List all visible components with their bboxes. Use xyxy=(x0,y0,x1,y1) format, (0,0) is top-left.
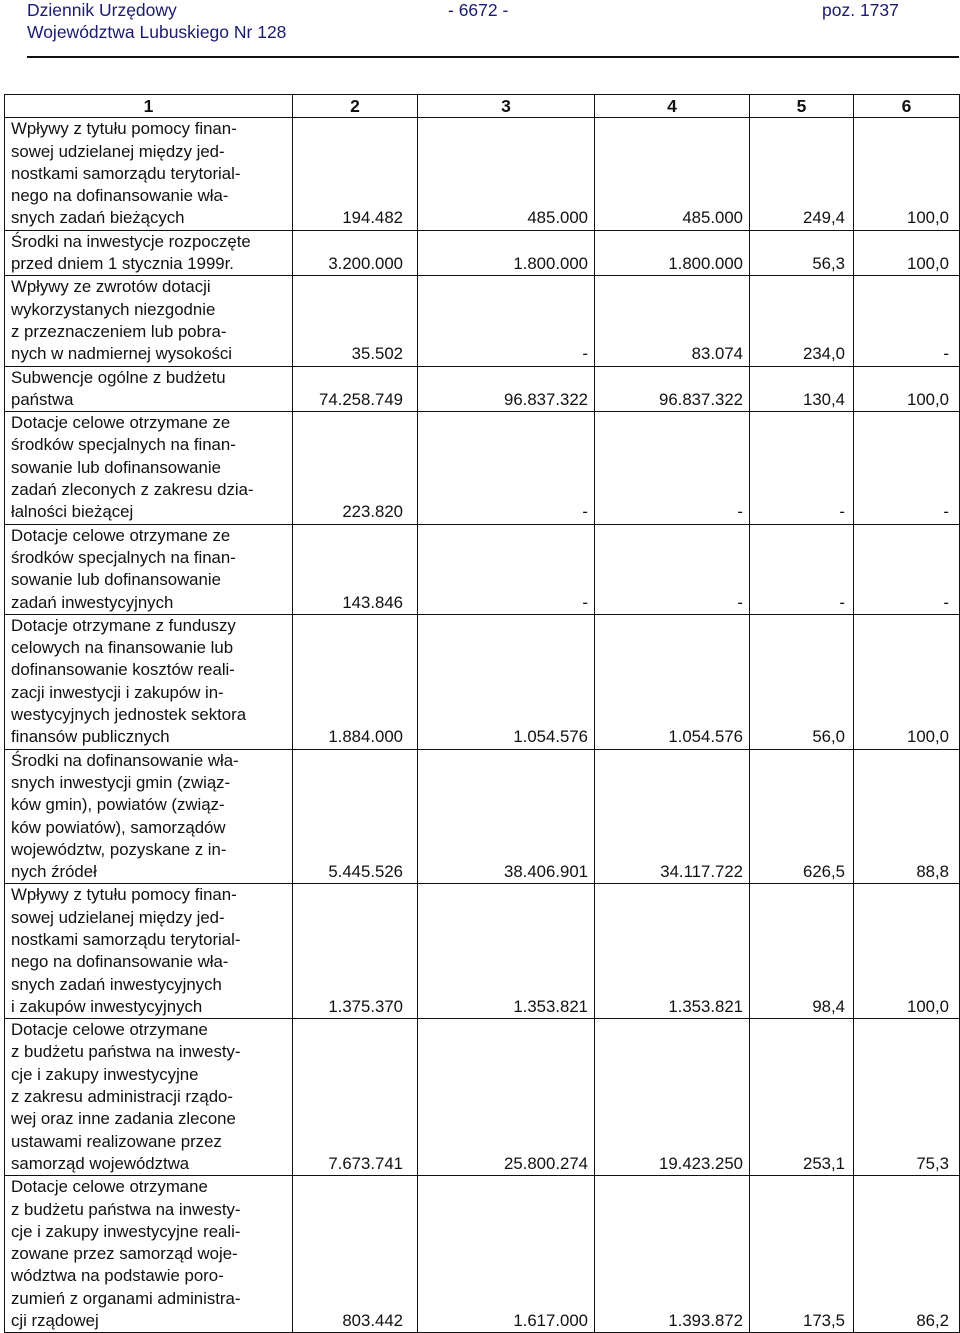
row-value-col3: 25.800.274 xyxy=(418,1019,595,1176)
column-header: 3 xyxy=(418,95,595,118)
row-value-col3: 485.000 xyxy=(418,118,595,230)
table-row xyxy=(5,118,960,230)
row-description: Środki na inwestycje rozpoczęte przed dniem 1 stycznia 1999r. xyxy=(5,230,293,276)
row-value-col6: - xyxy=(854,276,960,366)
row-value-col2: 7.673.741 xyxy=(293,1019,418,1176)
journal-title xyxy=(27,0,286,43)
row-description: Wpływy ze zwrotów dotacji wykorzystanych niezgodnie z przeznaczeniem lub pobra- nych w nadmiernej wysokości xyxy=(5,276,293,366)
row-value-col4: 34.117.722 xyxy=(595,749,750,884)
row-value-col5: 98,4 xyxy=(750,884,854,1019)
row-value-col6: 86,2 xyxy=(854,1176,960,1333)
row-value-col5: - xyxy=(750,524,854,614)
page-header xyxy=(0,0,960,60)
row-description: Wpływy z tytułu pomocy finan- sowej udzielanej między jed- nostkami samorządu terytorial- nego na dofinansowanie wła- snych zadań bieżących xyxy=(5,118,293,230)
row-description: Dotacje celowe otrzymane ze środków specjalnych na finan- sowanie lub dofinansowanie zadań inwestycyjnych xyxy=(5,524,293,614)
row-value-col3: 1.054.576 xyxy=(418,614,595,749)
journal-title-line2: Województwa Lubuskiego Nr 128 xyxy=(27,22,287,42)
row-value-col4: - xyxy=(595,524,750,614)
row-value-col2: 74.258.749 xyxy=(293,366,418,412)
row-description: Wpływy z tytułu pomocy finan- sowej udzielanej między jed- nostkami samorządu terytorial- nego na dofinansowanie wła- snych zadań inwestycyjnych i zakupów inwestycyjnych xyxy=(5,884,293,1019)
row-value-col3: 38.406.901 xyxy=(418,749,595,884)
row-value-col6: 100,0 xyxy=(854,118,960,230)
journal-title-line1: Dziennik Urzędowy xyxy=(27,0,177,20)
row-value-col5: 173,5 xyxy=(750,1176,854,1333)
row-description: Środki na dofinansowanie wła- snych inwestycji gmin (związ- ków gmin), powiatów (związ- ków powiatów), samorządów województw, pozyskane z in- nych źródeł xyxy=(5,749,293,884)
row-value-col3: 1.800.000 xyxy=(418,230,595,276)
table-row xyxy=(5,1176,960,1333)
row-value-col4: 19.423.250 xyxy=(595,1019,750,1176)
row-value-col5: 130,4 xyxy=(750,366,854,412)
row-value-col5: 253,1 xyxy=(750,1019,854,1176)
table-row xyxy=(5,749,960,884)
row-description: Dotacje celowe otrzymane ze środków specjalnych na finan- sowanie lub dofinansowanie zadań zleconych z zakresu dzia- łalności bieżącej xyxy=(5,412,293,524)
row-value-col5: - xyxy=(750,412,854,524)
table-row xyxy=(5,1019,960,1176)
row-value-col6: 100,0 xyxy=(854,366,960,412)
row-value-col2: 194.482 xyxy=(293,118,418,230)
header-divider xyxy=(27,56,959,58)
row-value-col5: 249,4 xyxy=(750,118,854,230)
column-header: 2 xyxy=(293,95,418,118)
table-row xyxy=(5,524,960,614)
row-value-col6: 100,0 xyxy=(854,230,960,276)
column-header: 5 xyxy=(750,95,854,118)
table-row xyxy=(5,614,960,749)
row-value-col4: - xyxy=(595,412,750,524)
row-value-col6: 100,0 xyxy=(854,614,960,749)
table-row xyxy=(5,230,960,276)
row-value-col4: 83.074 xyxy=(595,276,750,366)
column-header: 1 xyxy=(5,95,293,118)
row-value-col4: 1.800.000 xyxy=(595,230,750,276)
row-value-col2: 1.884.000 xyxy=(293,614,418,749)
row-value-col5: 56,3 xyxy=(750,230,854,276)
table-row xyxy=(5,366,960,412)
row-description: Dotacje celowe otrzymane z budżetu państwa na inwesty- cje i zakupy inwestycyjne reali- zowane przez samorząd woje- wództwa na podstawie poro- zumień z organami administra- cji rządowej xyxy=(5,1176,293,1333)
row-value-col4: 1.353.821 xyxy=(595,884,750,1019)
row-description: Subwencje ogólne z budżetu państwa xyxy=(5,366,293,412)
page-number: - 6672 - xyxy=(448,0,509,20)
row-value-col2: 5.445.526 xyxy=(293,749,418,884)
row-value-col2: 143.846 xyxy=(293,524,418,614)
budget-table xyxy=(4,94,960,1333)
row-value-col3: 96.837.322 xyxy=(418,366,595,412)
table-row xyxy=(5,412,960,524)
row-value-col4: 96.837.322 xyxy=(595,366,750,412)
column-header: 6 xyxy=(854,95,960,118)
row-value-col2: 803.442 xyxy=(293,1176,418,1333)
position-number: poz. 1737 xyxy=(822,0,899,20)
row-description: Dotacje celowe otrzymane z budżetu państwa na inwesty- cje i zakupy inwestycyjne z zakresu administracji rządo- wej oraz inne zadania zlecone ustawami realizowane przez samorząd województwa xyxy=(5,1019,293,1176)
row-value-col3: - xyxy=(418,524,595,614)
column-header: 4 xyxy=(595,95,750,118)
row-description: Dotacje otrzymane z funduszy celowych na finansowanie lub dofinansowanie kosztów reali- zacji inwestycji i zakupów in- westycyjnych jednostek sektora finansów publicznych xyxy=(5,614,293,749)
row-value-col6: 75,3 xyxy=(854,1019,960,1176)
row-value-col2: 35.502 xyxy=(293,276,418,366)
row-value-col5: 234,0 xyxy=(750,276,854,366)
row-value-col4: 485.000 xyxy=(595,118,750,230)
row-value-col2: 223.820 xyxy=(293,412,418,524)
row-value-col2: 3.200.000 xyxy=(293,230,418,276)
row-value-col5: 56,0 xyxy=(750,614,854,749)
row-value-col3: 1.353.821 xyxy=(418,884,595,1019)
row-value-col6: - xyxy=(854,412,960,524)
row-value-col5: 626,5 xyxy=(750,749,854,884)
table-row xyxy=(5,884,960,1019)
row-value-col3: - xyxy=(418,412,595,524)
table-header-row xyxy=(5,95,960,118)
row-value-col2: 1.375.370 xyxy=(293,884,418,1019)
row-value-col6: 100,0 xyxy=(854,884,960,1019)
row-value-col3: 1.617.000 xyxy=(418,1176,595,1333)
table-row xyxy=(5,276,960,366)
row-value-col6: - xyxy=(854,524,960,614)
row-value-col6: 88,8 xyxy=(854,749,960,884)
row-value-col3: - xyxy=(418,276,595,366)
row-value-col4: 1.393.872 xyxy=(595,1176,750,1333)
row-value-col4: 1.054.576 xyxy=(595,614,750,749)
